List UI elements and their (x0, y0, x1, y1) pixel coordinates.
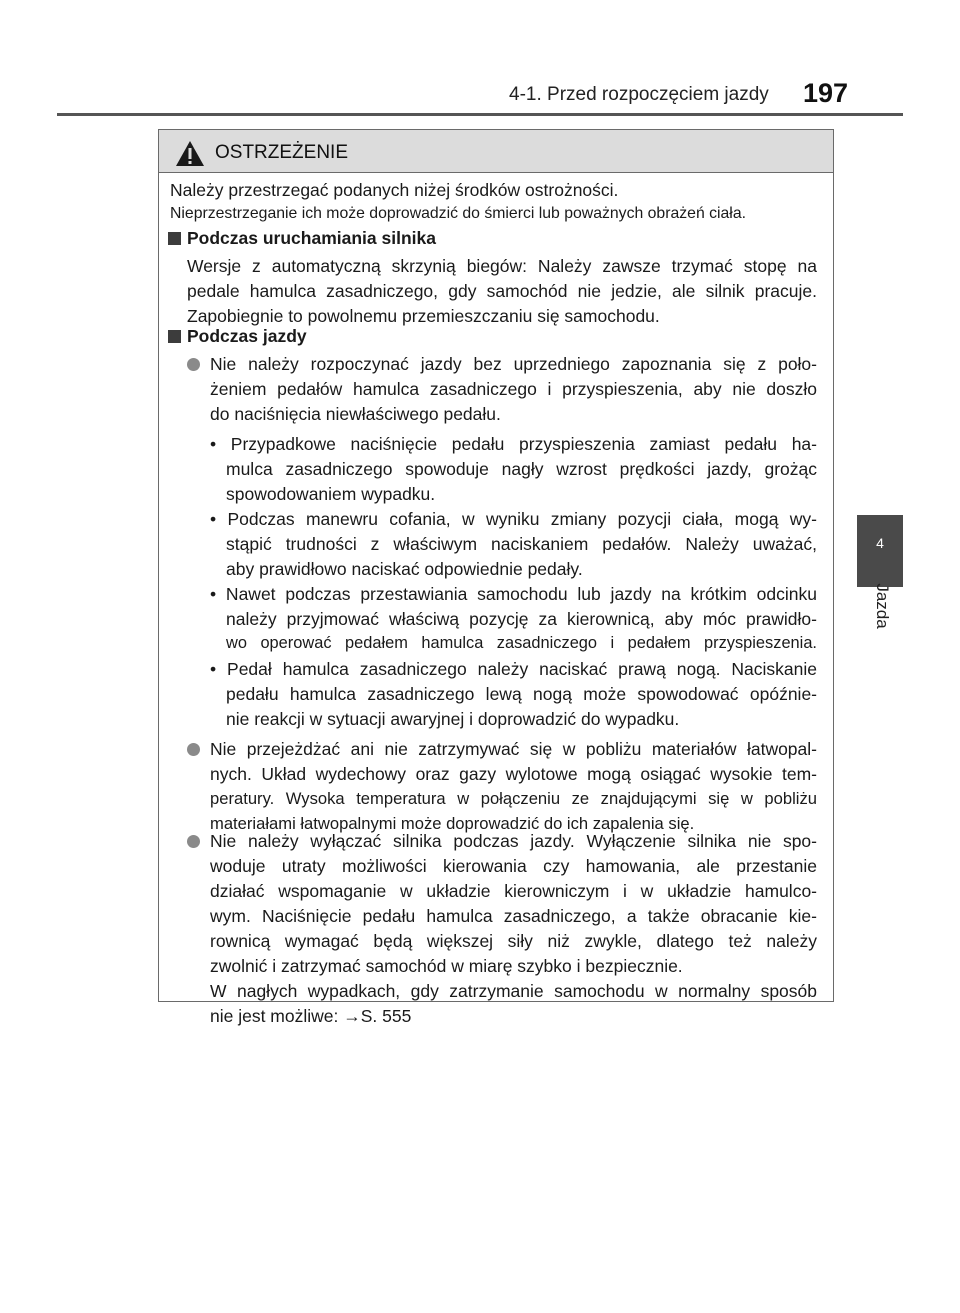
sub-bullet-text: pedału hamulca zasadniczego lewą nogą może spowodować opóźnie- (226, 684, 817, 704)
page-number: 197 (803, 78, 849, 108)
section-marker-square (168, 330, 181, 343)
warning-header (159, 130, 833, 173)
bullet-text: woduje utraty możliwości kierowania czy hamowania, ale przestanie (210, 856, 817, 876)
warning-title: OSTRZEŻENIE (215, 142, 349, 163)
page-reference: nie jest możliwe: →S. 555 (210, 1006, 412, 1026)
bullet-text: żeniem pedałów hamulca zasadniczego i przyspieszenia, aby nie doszło (210, 379, 817, 399)
bullet-text: do naciśnięcia niewłaściwego pedału. (210, 404, 501, 424)
sub-bullet-text: • Pedał hamulca zasadniczego należy naciskać prawą nogą. Naciskanie (210, 659, 817, 679)
sub-bullet-text: • Podczas manewru cofania, w wyniku zmiany pozycji ciała, mogą wy- (210, 509, 817, 529)
bullet-text: zwolnić i zatrzymać samochód w miarę szybko i bezpiecznie. (210, 956, 683, 976)
sub-bullet-text: wo operować pedałem hamulca zasadniczego i pedałem przyspieszenia. (226, 634, 817, 652)
bullet-text: Nie przejeżdżać ani nie zatrzymywać się w pobliżu materiałów łatwopal- (210, 739, 817, 759)
sub-bullet-text: mulca zasadniczego spowoduje nagły wzrost prędkości jazdy, grożąc (226, 459, 817, 479)
bullet-text: działać wspomaganie w układzie kierowniczym i w układzie hamulco- (210, 881, 817, 901)
bullet-dot (187, 358, 200, 371)
sub-bullet-text: • Przypadkowe naciśnięcie pedału przyspieszenia zamiast pedału ha- (210, 434, 817, 454)
sub-bullet-text: spowodowaniem wypadku. (226, 484, 436, 504)
bullet-dot (187, 835, 200, 848)
sub-bullet-text: aby prawidłowo naciskać odpowiednie pedały. (226, 559, 583, 579)
warning-triangle-icon (175, 140, 205, 167)
section-heading-driving: Podczas jazdy (187, 326, 307, 346)
bullet-text: wym. Naciśnięcie pedału hamulca zasadniczego, a także obracanie kie- (210, 906, 817, 926)
sub-bullet-text: należy przyjmować właściwą pozycję za kierownicą, aby móc prawidło- (226, 609, 817, 629)
section-marker-square (168, 232, 181, 245)
chapter-label-text: Jazda (873, 583, 892, 629)
sub-bullet-text: • Nawet podczas przestawiania samochodu lub jazdy na krótkim odcinku (210, 584, 817, 604)
intro-line-1: Należy przestrzegać podanych niżej środków ostrożności. (170, 180, 619, 200)
section-text: Zapobiegnie to powolnemu przemieszczaniu się samochodu. (187, 306, 660, 326)
sub-bullet-text: stąpić trudności z właściwym naciskaniem pedałów. Należy uważać, (226, 534, 817, 554)
intro-line-2: Nieprzestrzeganie ich może doprowadzić do śmierci lub poważnych obrażeń ciała. (170, 205, 746, 222)
header-rule (57, 113, 903, 116)
bullet-text: materiałami łatwopalnymi może doprowadzić do ich zapalenia się. (210, 814, 695, 833)
bullet-text: nych. Układ wydechowy oraz gazy wylotowe mogą osiągać wysokie tem- (210, 764, 817, 784)
section-text: Wersje z automatyczną skrzynią biegów: Należy zawsze trzymać stopę na (187, 256, 817, 276)
chapter-tab (857, 515, 903, 587)
section-heading-start: Podczas uruchamiania silnika (187, 228, 436, 248)
warning-box (158, 129, 834, 1026)
bullet-text: peratury. Wysoka temperatura w połączeniu ze znajdującymi się w pobliżu (210, 789, 817, 808)
chapter-tab-number: 4 (876, 535, 884, 551)
section-text: pedale hamulca zasadniczego, gdy samochód nie jedzie, ale silnik pracuje. (187, 281, 817, 301)
chapter-label (858, 583, 902, 654)
bullet-dot (187, 743, 200, 756)
bullet-text: Nie należy rozpoczynać jazdy bez uprzedniego zapoznania się z poło- (210, 354, 817, 374)
sub-bullet-text: nie reakcji w sytuacji awaryjnej i doprowadzić do wypadku. (226, 709, 680, 729)
bullet-text: rownicą wymagać będą większej siły niż zwykle, dlatego też należy (210, 931, 817, 951)
bullet-text: Nie należy wyłączać silnika podczas jazdy. Wyłączenie silnika nie spo- (210, 831, 817, 851)
bullet-text: W nagłych wypadkach, gdy zatrzymanie samochodu w normalny sposób (210, 981, 817, 1001)
page-header-section: 4-1. Przed rozpoczęciem jazdy (509, 84, 769, 105)
